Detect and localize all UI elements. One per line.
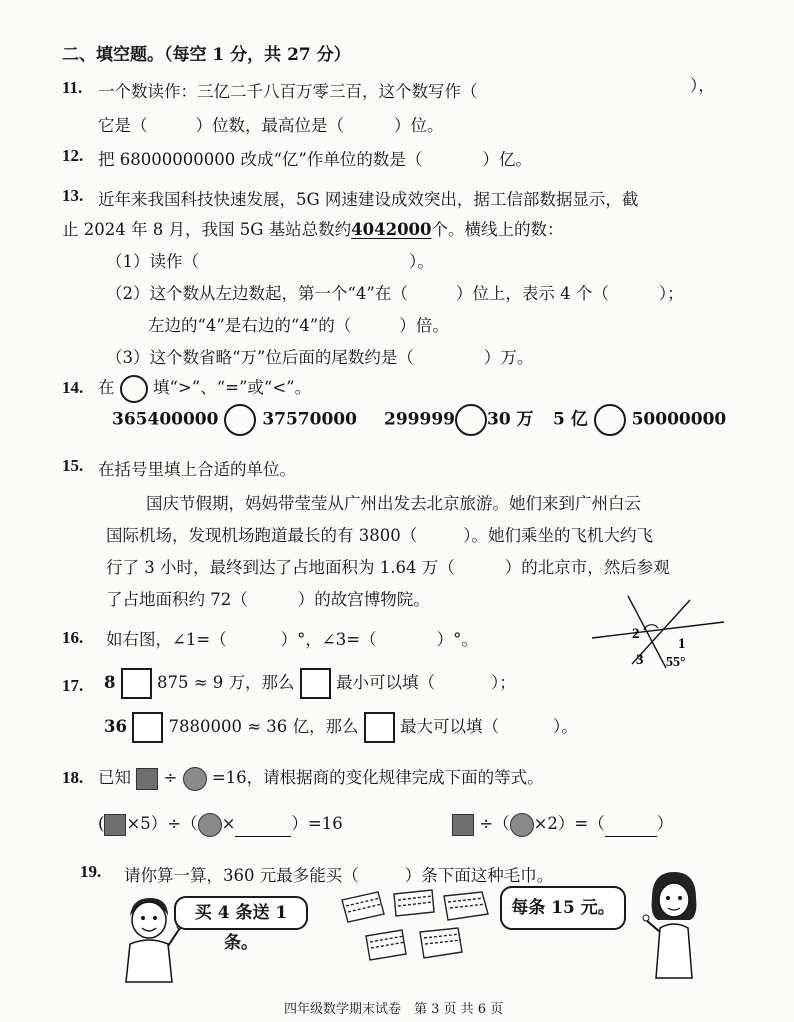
q17-l1-c: 最小可以填（ xyxy=(336,673,436,692)
q15-l4-a: 了占地面积约 72（ xyxy=(106,590,248,609)
q16-text-a: 如右图，∠1=（ xyxy=(106,630,227,649)
speech-bubble-left: 买 4 条送 1 条。 xyxy=(174,896,308,930)
section-title: 二、填空题。（每空 1 分，共 27 分） xyxy=(62,45,351,65)
q14-text-a: 在 xyxy=(98,378,115,397)
q14-compare-3 xyxy=(553,404,726,436)
q13-line1: 近年来我国科技快速发展，5G 网速建设成效突出，据工信部数据显示，截 xyxy=(98,190,639,209)
q11-line1-end: ）， xyxy=(690,76,715,95)
q18-circle-symbol xyxy=(183,767,207,791)
q11-number: 11. xyxy=(62,78,83,97)
q13-part1 xyxy=(106,248,434,272)
q18-e2-circle xyxy=(510,813,534,837)
q13-p2-e: ）倍。 xyxy=(399,316,449,335)
girl-face xyxy=(659,883,689,917)
q14-compare-2 xyxy=(384,404,534,436)
q13-part2-line2 xyxy=(148,312,449,336)
q18-e1-d: ）=16 xyxy=(291,814,343,833)
q14-c3-right: 50000000 xyxy=(631,409,727,430)
towel-icon xyxy=(366,930,406,960)
q13-p3-b: ）万。 xyxy=(483,348,534,367)
q15-l2-a: 国际机场，发现机场跑道最长的有 3800（ xyxy=(106,526,418,545)
q16-number: 16. xyxy=(62,628,84,647)
q18-given xyxy=(98,764,544,791)
boy-body xyxy=(126,940,172,982)
q19-number: 19. xyxy=(80,862,102,881)
q15-l2-b: ）。她们乘坐的飞机大约飞 xyxy=(463,526,653,545)
q11-line1: 一个数读作：三亿二千八百万零三百，这个数写作（ xyxy=(98,82,478,101)
q17-number: 17. xyxy=(62,676,84,695)
q15-number: 15. xyxy=(62,456,84,475)
q14-c3-left: 5 亿 xyxy=(553,409,588,430)
q16-text xyxy=(106,626,478,650)
q11-line2-a: 它是（ xyxy=(98,116,148,135)
q18-text-a: 已知 xyxy=(98,768,131,787)
q18-text-c: =16，请根据商的变化规律完成下面的等式。 xyxy=(211,768,544,787)
q15-l3-b: ）的北京市，然后参观 xyxy=(504,558,670,577)
q17-line2 xyxy=(104,712,578,743)
q16-label-1: 1 xyxy=(678,636,686,652)
q16-label-55: 55° xyxy=(666,655,686,670)
q14-c2-left: 299999 xyxy=(384,409,455,430)
q18-e1-c: × xyxy=(221,814,236,833)
q12-text-b: ）亿。 xyxy=(482,150,532,169)
q12-line xyxy=(98,146,532,170)
q12-text-a: 把 68000000000 改成“亿”作单位的数是（ xyxy=(98,150,423,169)
q14-number: 14. xyxy=(62,378,84,397)
q15-line3 xyxy=(106,554,670,578)
towel-icon xyxy=(342,892,384,922)
q15-l4-b: ）的故宫博物院。 xyxy=(297,590,430,609)
girl-body xyxy=(656,924,692,978)
q18-square-symbol xyxy=(136,768,158,790)
q16-angle-figure xyxy=(588,592,728,672)
q19-text-a: 请你算一算，360 元最多能买（ xyxy=(124,866,359,885)
q13-p2-a: （2）这个数从左边数起，第一个“4”在（ xyxy=(106,284,408,303)
q17-l2-d: ）。 xyxy=(553,717,578,736)
q18-e2-a: ÷（ xyxy=(479,814,510,833)
q14-instruction xyxy=(98,374,311,403)
q13-line2-a: 止 2024 年 8 月，我国 5G 基站总数约 xyxy=(62,220,352,239)
speech-bubble-right: 每条 15 元。 xyxy=(500,886,626,930)
q17-l2-b: 7880000 ≈ 36 亿，那么 xyxy=(168,717,359,736)
towel-icon xyxy=(394,890,434,916)
q12-number: 12. xyxy=(62,146,84,165)
q13-p2-c: ）； xyxy=(658,284,684,303)
girl-arm xyxy=(646,920,660,932)
q14-example-circle xyxy=(120,375,148,403)
boy-illustration xyxy=(112,892,182,984)
boy-face xyxy=(132,902,166,938)
towel-icon xyxy=(444,892,488,920)
q14-c1-left: 365400000 xyxy=(112,409,219,430)
q13-p3-a: （3）这个数省略“万”位后面的尾数约是（ xyxy=(106,348,414,367)
q19-text-b: ）条下面这种毛巾。 xyxy=(404,866,554,885)
q18-e2-blank[interactable] xyxy=(605,818,657,837)
q14-c1-right: 37570000 xyxy=(262,409,357,430)
q18-e1-b: ×5）÷（ xyxy=(126,814,198,833)
q16-label-3: 3 xyxy=(636,652,644,668)
q16-text-b: ）°，∠3=（ xyxy=(280,630,377,649)
girl-illustration xyxy=(640,868,706,982)
q15-title: 在括号里填上合适的单位。 xyxy=(98,460,296,479)
boy-arm xyxy=(168,928,180,946)
q14-c2-circle[interactable] xyxy=(455,404,487,436)
q18-e1-square xyxy=(104,814,126,836)
q14-text-b: 填“>”、“=”或“<”。 xyxy=(153,378,312,397)
q18-e2-square xyxy=(452,814,474,836)
q17-line1 xyxy=(104,668,516,699)
q18-number: 18. xyxy=(62,768,84,787)
q13-p1-a: （1）读作（ xyxy=(106,252,199,271)
q15-line2 xyxy=(106,522,653,546)
q16-label-2: 2 xyxy=(632,626,640,642)
q13-p2-d: 左边的“4”是右边的“4”的（ xyxy=(148,316,352,335)
q18-e1-blank[interactable] xyxy=(235,818,291,837)
q18-equation-2 xyxy=(452,810,673,837)
q11-line2-c: ）位。 xyxy=(394,116,444,135)
q18-e2-b: ×2）=（ xyxy=(533,814,605,833)
towels-illustration xyxy=(336,886,496,972)
q17-box2[interactable] xyxy=(132,712,163,743)
q13-part2 xyxy=(106,280,684,304)
page-footer: 四年级数学期末试卷 第 3 页 共 6 页 xyxy=(284,1002,504,1017)
q17-l1-d: ）； xyxy=(491,673,516,692)
q17-l2-c: 最大可以填（ xyxy=(400,717,500,736)
q14-compare-1 xyxy=(112,404,357,436)
q18-equation-1 xyxy=(98,810,343,837)
q17-l1-b: 875 ≈ 9 万，那么 xyxy=(156,673,295,692)
q13-part3 xyxy=(106,344,533,368)
q11-line2 xyxy=(98,112,444,136)
q14-c3-circle[interactable] xyxy=(594,404,626,436)
q17-box2-ref xyxy=(364,712,395,743)
q11-line2-b: ）位数，最高位是（ xyxy=(195,116,344,135)
q17-box1-ref xyxy=(300,668,331,699)
q16-text-c: ）°。 xyxy=(436,630,478,649)
q15-line4 xyxy=(106,586,430,610)
q18-e1-circle xyxy=(198,813,222,837)
q13-p2-b: ）位上，表示 4 个（ xyxy=(455,284,609,303)
q13-line2-b: 个。横线上的数： xyxy=(431,220,564,239)
q14-c1-circle[interactable] xyxy=(224,404,256,436)
q18-e2-c: ） xyxy=(656,814,674,833)
q15-line1: 国庆节假期，妈妈带莹莹从广州出发去北京旅游。她们来到广州白云 xyxy=(146,494,641,513)
q18-e1-a: ( xyxy=(98,814,105,833)
towel-icon xyxy=(420,928,462,958)
q17-box1[interactable] xyxy=(121,668,152,699)
q19-text xyxy=(124,862,553,886)
q13-underlined-number: 4042000 xyxy=(351,220,432,239)
q13-number: 13. xyxy=(62,186,84,205)
q14-c2-right: 30 万 xyxy=(486,409,534,430)
q13-p1-b: ）。 xyxy=(409,252,434,271)
q15-l3-a: 行了 3 小时，最终到达了占地面积为 1.64 万（ xyxy=(106,558,455,577)
q17-l1-a: 8 xyxy=(104,673,116,692)
q18-text-div: ÷ xyxy=(163,768,178,787)
q13-line2 xyxy=(62,216,564,240)
q17-l2-a: 36 xyxy=(104,717,127,736)
